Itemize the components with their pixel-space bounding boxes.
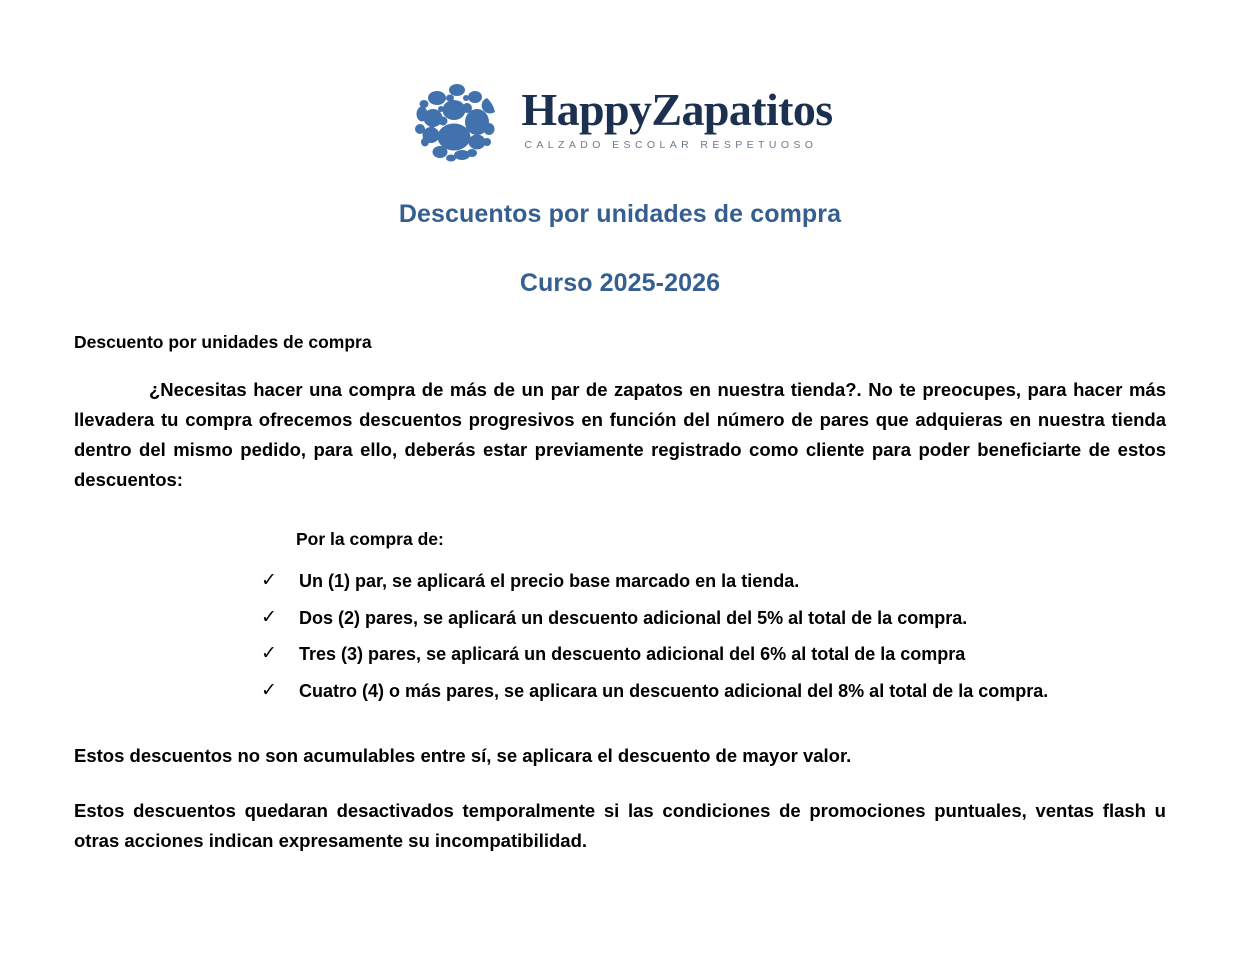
brand-text bbox=[521, 83, 833, 152]
brand-header bbox=[0, 0, 1240, 162]
list-item-label: Tres (3) pares, se aplicará un descuento adicional del 6% al total de la compra bbox=[299, 644, 966, 665]
brand-wordmark: HappyZapatitos bbox=[521, 83, 833, 135]
list-item bbox=[74, 642, 1166, 682]
note-paragraph-2: Estos descuentos quedaran desactivados temporalmente si las condiciones de promociones puntuales, ventas flash u otras acciones indican expresamente su incompatibilidad. bbox=[74, 800, 1166, 851]
list-item-label: Dos (2) pares, se aplicará un descuento adicional del 5% al total de la compra. bbox=[299, 607, 968, 628]
page-subtitle: Curso 2025-2026 bbox=[519, 269, 721, 297]
check-icon: ✓ bbox=[261, 642, 277, 665]
bubble-circle-logo-icon bbox=[407, 74, 503, 162]
closing-notes bbox=[74, 719, 1166, 856]
brand-tagline: CALZADO ESCOLAR RESPETUOSO bbox=[524, 139, 818, 152]
intro-paragraph: ¿Necesitas hacer una compra de más de un par de zapatos en nuestra tienda?. No te preocupes, para hacer más llevadera tu compra ofrecemos descuentos progresivos en función del número de pares que adquieras en nuestra tienda dentro del mismo pedido, para ello, deberás estar previamente registrado como cliente para poder beneficiarte de estos descuentos: bbox=[74, 379, 1166, 490]
document-body bbox=[74, 298, 1166, 856]
note-paragraph-1: Estos descuentos no son acumulables entre sí, se aplicara el descuento de mayor valor. bbox=[74, 745, 852, 767]
section-label: Descuento por unidades de compra bbox=[74, 332, 372, 352]
list-item bbox=[74, 605, 1166, 646]
page-title: Descuentos por unidades de compra bbox=[398, 200, 842, 228]
list-item bbox=[74, 568, 1166, 609]
check-icon: ✓ bbox=[261, 605, 277, 628]
list-item-label: Un (1) par, se aplicará el precio base marcado en la tienda. bbox=[299, 570, 800, 591]
discount-list bbox=[74, 550, 1166, 719]
check-icon: ✓ bbox=[261, 679, 277, 702]
list-item bbox=[74, 679, 1166, 719]
check-icon: ✓ bbox=[261, 568, 277, 591]
list-item-label: Cuatro (4) o más pares, se aplicara un descuento adicional del 8% al total de la compra. bbox=[299, 681, 1049, 702]
list-heading: Por la compra de: bbox=[296, 528, 444, 549]
